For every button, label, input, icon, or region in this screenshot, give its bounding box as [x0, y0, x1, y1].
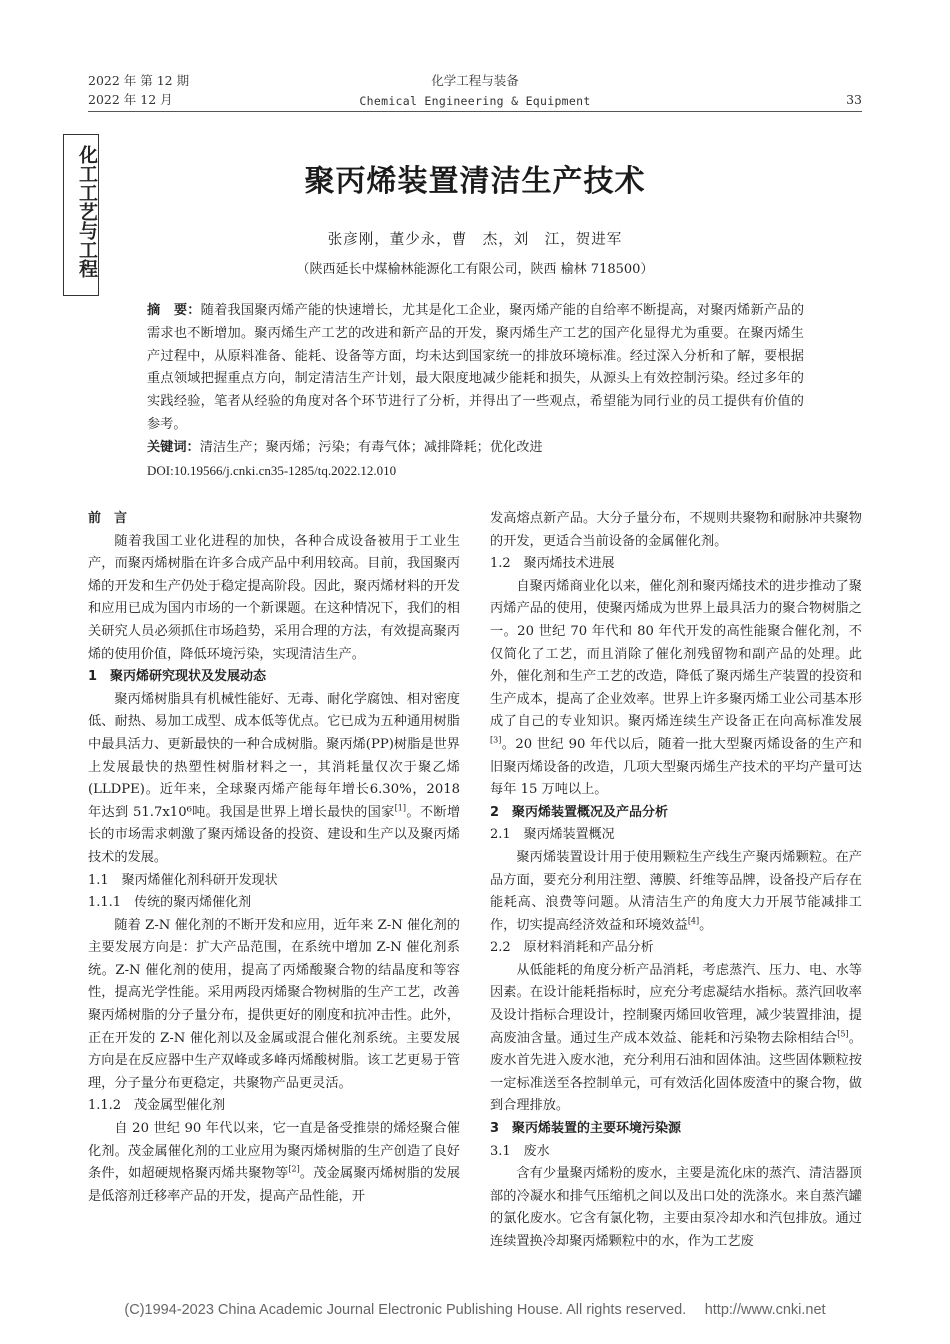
- header-page-number: 33: [846, 92, 862, 107]
- article-affiliation: （陕西延长中煤榆林能源化工有限公司，陕西 榆林 718500）: [296, 262, 654, 277]
- abstract-label: 摘 要：: [147, 303, 201, 318]
- section-1-1-1-heading: 1.1.1 传统的聚丙烯催化剂: [88, 895, 252, 911]
- section-2-2-text-a: 从低能耗的角度分析产品消耗，考虑蒸汽、压力、电、水等因素。在设计能耗指标时，应充分考虑凝结水指标。蒸汽回收率及设计指标合理设计，控制聚丙烯回收管理，减少装置排油，提高废油含量。通过生产成本效益、能耗和污染物去除相结合: [490, 962, 862, 1046]
- preface-heading: 前 言: [88, 511, 128, 526]
- section-2-1-heading: 2.1 聚丙烯装置概况: [490, 827, 615, 843]
- citation-4: [4]: [687, 916, 700, 926]
- abstract-paragraph: [147, 300, 804, 437]
- section-1-1-2-paragraph: [88, 1118, 460, 1208]
- abstract-block: [147, 300, 804, 482]
- doi-line: DOI:10.19566/j.cnki.cn35-1285/tq.2022.12.010: [147, 462, 397, 478]
- copyright-footer: (C)1994-2023 China Academic Journal Electronic Publishing House. All rights reserved. http://www.cnki.net: [124, 1302, 826, 1318]
- section-1-heading: 1 聚丙烯研究现状及发展动态: [88, 669, 267, 685]
- section-2-2-heading: 2.2 原材料消耗和产品分析: [490, 940, 654, 956]
- section-2-1-paragraph: [490, 847, 862, 937]
- abstract-text: 随着我国聚丙烯产能的快速增长，尤其是化工企业，聚丙烯产能的自给率不断提高，对聚丙烯新产品的需求也不断增加。聚丙烯生产工艺的改进和新产品的开发，聚丙烯生产工艺的国产化显得尤为重要。在聚丙烯生产过程中，从原料准备、能耗、设备等方面，均未达到国家统一的排放环境标准。经过深入分析和了解，要根据重点领域把握重点方向，制定清洁生产计划，最大限度地减少能耗和损失，从源头上有效控制污染。经过多年的实践经验，笔者从经验的角度对各个环节进行了分析，并得出了一些观点，希望能为同行业的员工提供有价值的参考。: [147, 303, 805, 432]
- keywords-text: 清洁生产；聚丙烯；污染；有毒气体；减排降耗；优化改进: [199, 439, 543, 455]
- section-1-text-b: 。不断增长的市场需求刺激了聚丙烯设备的投资、建设和生产以及聚丙烯技术的发展。: [88, 804, 461, 865]
- section-2-1-text-a: 聚丙烯装置设计用于使用颗粒生产线生产聚丙烯颗粒。在产品方面，要充分利用注塑、薄膜、纤维等品牌，设备投产后存在能耗高、浪费等问题。从清洁生产的角度大力开展节能减排工作，切实提高经济效益和环境效益: [490, 849, 862, 933]
- citation-3: [3]: [490, 735, 502, 745]
- citation-5: [5]: [837, 1029, 849, 1039]
- section-1-1-heading: 1.1 聚丙烯催化剂科研开发现状: [88, 872, 278, 888]
- section-1-text-a: 聚丙烯树脂具有机械性能好、无毒、耐化学腐蚀、相对密度低、耐热、易加工成型、成本低等优点。它已成为五种通用树脂中最具活力、更新最快的一种合成树脂。聚丙烯(PP)树脂是世界上发展最快的热塑性树脂材料之一，其消耗量仅次于聚乙烯(LLDPE)。近年来，全球聚丙烯产能每年增长6.30%，2018 年达到 51.7x10⁶吨。我国是世界上增长最快的国家: [88, 691, 460, 820]
- section-1-paragraph: [88, 689, 460, 870]
- section-1-2-paragraph: [490, 576, 862, 802]
- keywords-label: 关键词：: [147, 439, 200, 455]
- section-3-heading: 3 聚丙烯装置的主要环境污染源: [490, 1121, 682, 1137]
- preface-paragraph: 随着我国工业化进程的加快，各种合成设备被用于工业生产，而聚丙烯树脂在许多合成产品中利用较高。目前，我国聚丙烯的开发和生产仍处于稳定提高阶段。因此，聚丙烯材料的开发和应用已成为国内市场的一个新课题。在这种情况下，我们的相关研究人员必须抓住市场趋势，采用合理的方法，有效提高聚丙烯的使用价值，降低环境污染，实现清洁生产。: [88, 533, 460, 662]
- continued-paragraph: 发高熔点新产品。大分子量分布，不规则共聚物和耐脉冲共聚物的开发，更适合当前设备的金属催化剂。: [490, 511, 862, 549]
- keywords-line: [147, 437, 804, 460]
- section-2-1-text-b: 。: [699, 917, 713, 933]
- section-label-box: [63, 134, 99, 296]
- section-label: 化工工艺与工程: [76, 145, 98, 278]
- header-journal-cn: 化学工程与装备: [431, 73, 519, 88]
- section-2-heading: 2 聚丙烯装置概况及产品分析: [490, 804, 669, 820]
- section-2-2-text-b: 。废水首先进入废水池，充分利用石油和固体油。这些固体颗粒按一定标准送至各控制单元，可有效活化固体废渣中的聚合物，做到合理排放。: [490, 1030, 862, 1114]
- section-1-2-heading: 1.2 聚丙烯技术进展: [490, 556, 615, 572]
- section-1-2-text-b: 。20 世纪 90 年代以后，随着一批大型聚丙烯设备的生产和旧聚丙烯设备的改造，几项大型聚丙烯生产技术的平均产量可达每年 15 万吨以上。: [490, 736, 862, 798]
- section-1-1-2-text-b: 。茂金属聚丙烯树脂的发展是低溶剂迁移率产品的开发，提高产品性能，开: [88, 1166, 461, 1204]
- article-title: 聚丙烯装置清洁生产技术: [304, 164, 646, 199]
- citation-1: [1]: [394, 803, 407, 813]
- body-left-column: [88, 508, 460, 1208]
- section-3-1-paragraph: 含有少量聚丙烯粉的废水，主要是流化床的蒸汽、清洁器顶部的冷凝水和排气压缩机之间以及出口处的洗涤水。来自蒸汽罐的氯化废水。它含有氯化物，主要由泵冷却水和汽包排放。通过连续置换冷却聚丙烯颗粒中的水，作为工艺废: [490, 1166, 862, 1249]
- section-1-2-text-a: 自聚丙烯商业化以来，催化剂和聚丙烯技术的进步推动了聚丙烯产品的使用，使聚丙烯成为世界上最具活力的聚合物树脂之一。20 世纪 70 年代和 80 年代开发的高性能聚合催化剂，不仅简化了工艺，而且消除了催化剂残留物和副产品的处理。此外，催化剂和生产工艺的改造，降低了聚丙烯生产装置的投资和生产成本，提高了企业效率。世界上许多聚丙烯工业公司基本形成了自己的专业知识。聚丙烯连续生产设备正在向高标准发展: [490, 578, 862, 730]
- section-1-1-2-text-a: 自 20 世纪 90 年代以来，它一直是备受推崇的烯烃聚合催化剂。茂金属催化剂的工业应用为聚丙烯树脂的生产创造了良好条件，如超硬规格聚丙烯共聚物等: [88, 1121, 460, 1182]
- section-3-1-heading: 3.1 废水: [490, 1143, 550, 1159]
- citation-2: [2]: [288, 1164, 300, 1174]
- body-right-column: [490, 508, 862, 1254]
- header-issue: 2022 年 第 12 期: [88, 73, 190, 88]
- header-rule: [88, 111, 862, 112]
- article-authors: 张彦刚，董少永，曹 杰，刘 江，贺进军: [327, 232, 623, 248]
- section-1-1-2-heading: 1.1.2 茂金属型催化剂: [88, 1098, 226, 1114]
- header-date: 2022 年 12 月: [88, 92, 173, 107]
- section-1-1-1-paragraph: 随着 Z-N 催化剂的不断开发和应用，近年来 Z-N 催化剂的主要发展方向是：扩大产品范围，在系统中增加 Z-N 催化剂系统。Z-N 催化剂的使用，提高了丙烯酸聚合物的结晶度和等容性，提高光学性能。采用两段丙烯聚合物树脂的生产工艺，改善聚丙烯树脂的分子量分布，提供更好的刚度和抗冲击性。此外，正在开发的 Z-N 催化剂以及金属或混合催化剂系统。主要发展方向是在反应器中生产双峰或多峰丙烯酸树脂。该工艺更易于管理，分子量分布更稳定，共聚物产品更灵活。: [88, 917, 460, 1091]
- section-2-2-paragraph: [490, 960, 862, 1118]
- header-journal-en: Chemical Engineering & Equipment: [359, 94, 591, 108]
